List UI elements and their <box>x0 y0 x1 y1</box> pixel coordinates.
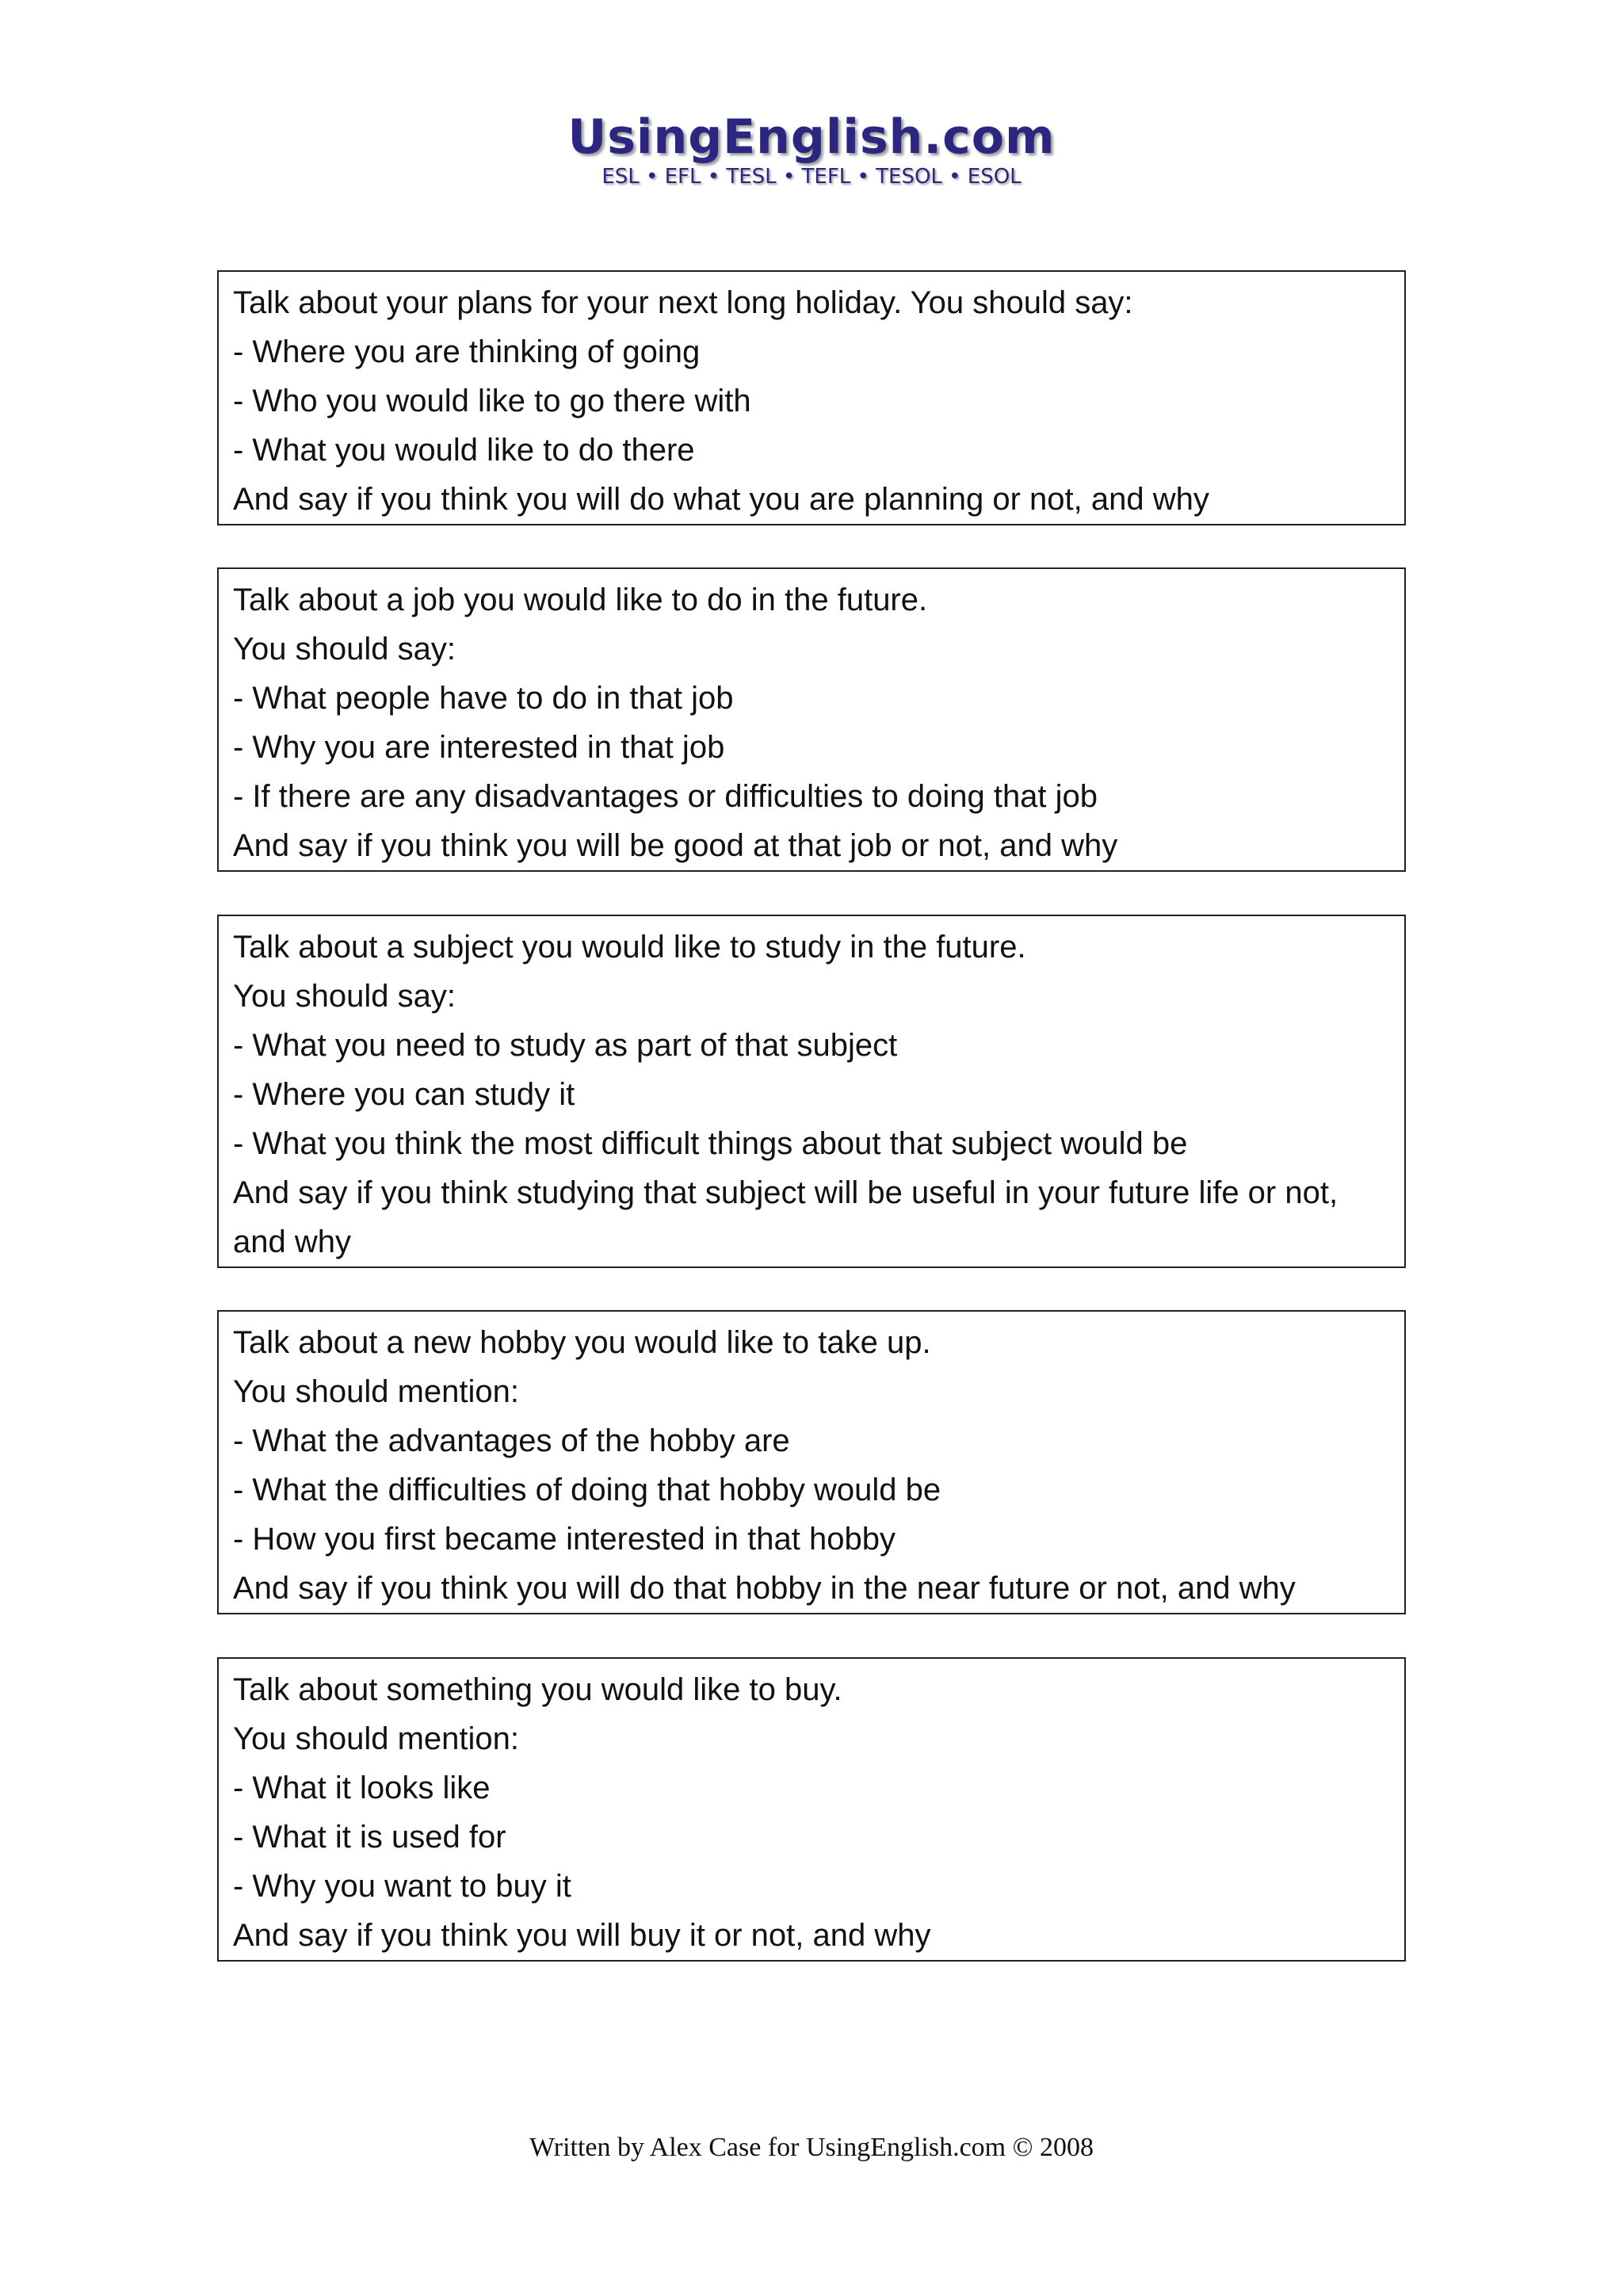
card-line: - Who you would like to go there with <box>233 384 751 418</box>
logo-subtitle: ESL • EFL • TESL • TEFL • TESOL • ESOL <box>601 165 1022 189</box>
prompt-card-hobby <box>217 1310 1406 1614</box>
prompt-card-job <box>217 567 1406 872</box>
card-line: And say if you think you will buy it or not, and why <box>233 1918 931 1953</box>
card-line: Talk about something you would like to buy. <box>233 1672 842 1707</box>
card-line: You should mention: <box>233 1721 520 1756</box>
card-line: And say if you think you will do what you are planning or not, and why <box>233 482 1209 517</box>
prompt-card-subject <box>217 915 1406 1268</box>
card-line: - If there are any disadvantages or difficulties to doing that job <box>233 779 1098 814</box>
card-line: Talk about a subject you would like to study in the future. <box>233 930 1026 965</box>
footer-credit: Written by Alex Case for UsingEnglish.com © 2008 <box>529 2133 1094 2162</box>
card-line: - What the advantages of the hobby are <box>233 1423 790 1458</box>
card-line: - What you think the most difficult things about that subject would be <box>233 1126 1188 1161</box>
card-line: - What it looks like <box>233 1771 491 1805</box>
card-line: And say if you think you will do that hobby in the near future or not, and why <box>233 1571 1296 1606</box>
card-line: - Where you can study it <box>233 1077 575 1112</box>
prompt-card-purchase <box>217 1657 1406 1962</box>
card-line: You should say: <box>233 632 456 667</box>
card-line: - What people have to do in that job <box>233 681 734 716</box>
card-line: - Where you are thinking of going <box>233 334 701 369</box>
card-line: You should say: <box>233 979 456 1014</box>
card-line: And say if you think you will be good at that job or not, and why <box>233 828 1118 863</box>
site-logo <box>0 109 1623 190</box>
card-line: - How you first became interested in that hobby <box>233 1522 896 1557</box>
logo-title: UsingEnglish.com <box>567 109 1056 165</box>
card-line: Talk about your plans for your next long holiday. You should say: <box>233 285 1133 320</box>
card-line: You should mention: <box>233 1374 520 1409</box>
card-line: And say if you think studying that subject will be useful in your future life or not, and why <box>233 1175 1338 1259</box>
card-line: - What you would like to do there <box>233 433 695 468</box>
prompt-card-holiday <box>217 270 1406 525</box>
card-line: - Why you want to buy it <box>233 1869 571 1904</box>
card-line: Talk about a job you would like to do in the future. <box>233 583 928 617</box>
card-line: Talk about a new hobby you would like to take up. <box>233 1325 931 1360</box>
card-line: - Why you are interested in that job <box>233 730 725 765</box>
card-line: - What it is used for <box>233 1820 506 1855</box>
card-line: - What you need to study as part of that subject <box>233 1028 898 1063</box>
card-line: - What the difficulties of doing that hobby would be <box>233 1473 941 1507</box>
